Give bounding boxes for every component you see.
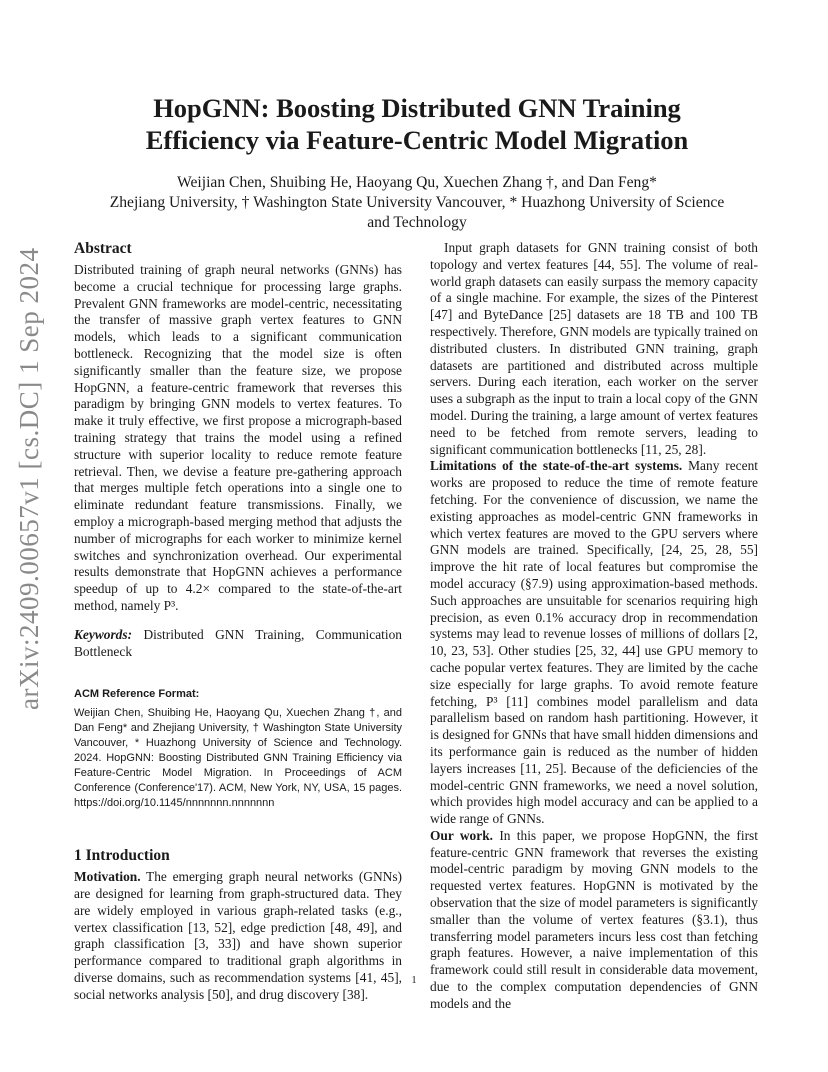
keywords	[74, 627, 402, 661]
abstract-heading: Abstract	[74, 240, 132, 257]
motivation-text: The emerging graph neural networks (GNNs) are designed for learning from graph-structured data. They are widely employed in various graph-related tasks (e.g., vertex classification [13, 52], edge prediction [48, 49], and graph classification [3, 33]) and have shown superior performance compared to traditional graph algorithms in diverse domains, such as recommendation systems [41, 45], social networks analysis [50], and drug discovery [38].	[74, 869, 402, 1002]
abstract-text: Distributed training of graph neural networks (GNNs) has become a crucial technique for processing large graphs. Prevalent GNN frameworks are model-centric, necessitating the transfer of massive graph vertex features to GNN models, which leads to a significant communication bottleneck. Recognizing that the model size is often significantly smaller than the feature size, we propose HopGNN, a feature-centric framework that reverses this paradigm by bringing GNN models to vertex features. To make it truly effective, we first propose a micrograph-based training strategy that trains the model using a refined structure with superior locality to reduce remote feature retrieval. Then, we devise a feature pre-gathering approach that merges multiple fetch operations into a single one to eliminate redundant feature transmissions. Finally, we employ a micrograph-based merging method that adjusts the number of micrographs for each worker to minimize kernel switches and synchronization overhead. Our experimental results demonstrate that HopGNN achieves a performance speedup of up to 4.2× compared to the state-of-the-art method, namely P³.	[74, 262, 402, 613]
right-column	[430, 240, 758, 1013]
page-number: 1	[411, 975, 417, 986]
title-line-2: Efficiency via Feature-Centric Model Migration	[145, 125, 689, 155]
authors-line: Weijian Chen, Shuibing He, Haoyang Qu, Xuechen Zhang †, and Dan Feng*	[177, 174, 657, 191]
keywords-text: Distributed GNN Training, Communication Bottleneck	[74, 626, 402, 659]
affiliations-line-1: Zhejiang University, † Washington State University Vancouver, * Huazhong University of Science	[109, 194, 725, 211]
keywords-label: Keywords:	[74, 626, 133, 642]
affiliations-line-2: and Technology	[367, 214, 467, 231]
acm-reference-text: Weijian Chen, Shuibing He, Haoyang Qu, Xuechen Zhang †, and Dan Feng* and Zhejiang University, † Washington State University Vancouver, * Huazhong University of Science and Technology. 2024. HopGNN: Boosting Distributed GNN Training Efficiency via Feature-Centric Model Migration. In Proceedings of ACM Conference (Conference'17). ACM, New York, NY, USA, 15 pages. https://doi.org/10.1145/nnnnnnn.nnnnnnn	[74, 707, 402, 810]
arxiv-watermark: arXiv:2409.00657v1 [cs.DC] 1 Sep 2024	[14, 247, 44, 710]
our-work-lead: Our work.	[430, 827, 493, 843]
acm-reference-heading: ACM Reference Format:	[74, 688, 200, 701]
title-line-1: HopGNN: Boosting Distributed GNN Training	[153, 93, 681, 123]
introduction-heading: 1 Introduction	[74, 847, 170, 865]
limitations-paragraph	[430, 458, 758, 828]
our-work-text: In this paper, we propose HopGNN, the first feature-centric GNN framework that reverses the existing model-centric paradigm by moving GNN models to the requested vertex features. HopGNN is motivated by the observation that the size of model parameters is significantly smaller than the volume of vertex features (§3.1), thus transferring model parameters incurs less cost than fetching graph features. However, a naive implementation of this framework could still result in considerable data movement, due to the complex computation dependencies of GNN models and the	[430, 827, 758, 1011]
limitations-text: Many recent works are proposed to reduce the time of remote feature fetching. For the convenience of discussion, we name the existing approaches as model-centric GNN frameworks in which vertex features are moved to the GPU servers where GNN models are trained. Specifically, [24, 25, 28, 55] improve the hit rate of local features but compromise the model accuracy (§7.9) using approximation-based methods. Such approaches are unsuitable for scenarios requiring high precision, as even 0.1% accuracy drop in recommendation systems may lead to revenue losses of millions of dollars [2, 10, 23, 53]. Other studies [25, 32, 44] use GPU memory to cache popular vertex features. They are limited by the cache size especially for large graphs. To avoid remote feature fetching, P³ [11] combines model parallelism and data parallelism based on random hash partitioning. However, it is designed for GNNs that have small hidden dimensions and its performance gain is reduced as the number of hidden layers increases [11, 25]. Because of the deficiencies of the model-centric GNN frameworks, we need a novel solution, which provides high model accuracy and can be applied to a wide range of GNNs.	[430, 458, 758, 827]
paper-title	[90, 92, 744, 156]
author-block	[80, 173, 754, 233]
left-column	[74, 240, 402, 1004]
intro-paragraph-1: Input graph datasets for GNN training consist of both topology and vertex features [44, 55]. The volume of real-world graph datasets can easily surpass the memory capacity of a single machine. For example, the sizes of the Pinterest [47] and ByteDance [25] datasets are 18 TB and 100 TB respectively. Therefore, GNN models are typically trained on distributed clusters. In distributed GNN training, graph datasets are partitioned and distributed across multiple servers. During each iteration, each worker on the server uses a subgraph as the input to train a local copy of the GNN model. During the training, a large amount of vertex features need to be fetched from remote servers, leading to significant communication bottlenecks [11, 25, 28].	[430, 240, 758, 457]
motivation-lead: Motivation.	[74, 869, 141, 885]
limitations-lead: Limitations of the state-of-the-art systems.	[430, 458, 683, 474]
